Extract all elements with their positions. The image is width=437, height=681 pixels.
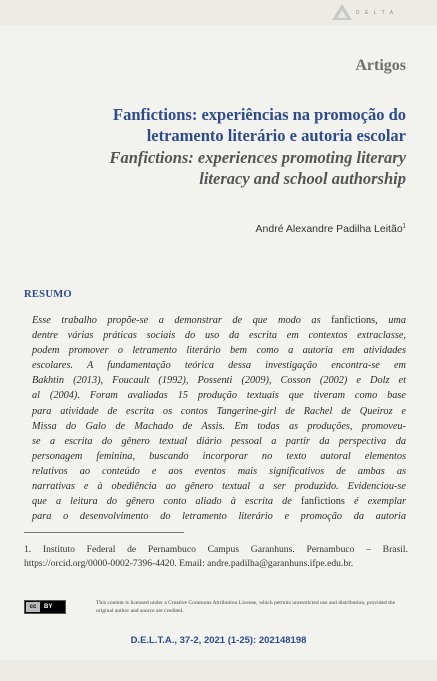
- abstract-line: narrativas e à obediência ao gênero textual a ser produzido. Evidenciou-se: [32, 481, 406, 493]
- abstract-line: se a escrita do gênero textual diário pessoal a partir da perspectiva da: [32, 435, 406, 447]
- cc-icon: cc: [26, 602, 40, 612]
- abstract-line: Missa do Galo de Machado de Assis. Em todas as produções, promoveu-: [32, 420, 406, 432]
- abstract-line: para atividade de escrita os contos Tangerine-girl de Rachel de Queiroz e: [32, 405, 406, 417]
- journal-reference: D.E.L.T.A., 37-2, 2021 (1-25): 202148198: [130, 635, 307, 646]
- logo-text: D E L T A: [356, 10, 396, 16]
- abstract-line: al (2004). Foram avaliadas 15 produção textuais que tiveram como base: [32, 390, 406, 402]
- title-en-line: literacy and school authorship: [199, 169, 406, 188]
- by-label: BY: [44, 604, 53, 610]
- license-text: This content is licensed under a Creative Commons Attribution License, which permits unrestricted use and distribution, provided the original author and source are credited.: [96, 600, 396, 614]
- delta-logo: [330, 2, 430, 24]
- article-title-en: [46, 147, 406, 189]
- abstract-line: para o desenvolvimento do letramento literário e promoção da autoria: [32, 511, 406, 523]
- abstract-line: escolares. A fundamentação teórica dessa investigação encontra-se em: [32, 360, 406, 372]
- author-footnote-mark[interactable]: 1: [402, 223, 406, 230]
- delta-triangle-icon: [330, 2, 354, 22]
- author-name: André Alexandre Padilha Leitão: [255, 223, 403, 235]
- abstract-line: relativos ao conteúdo e aos eventos mais significativos de ambas as: [32, 465, 406, 477]
- article-title-pt: [46, 104, 406, 146]
- title-pt-line: letramento literário e autoria escolar: [146, 126, 406, 145]
- term-fanfictions: fanfictions: [331, 315, 376, 326]
- abstract-line: dentre várias práticas sociais do uso da escrita em contextos extraclasse,: [32, 330, 406, 342]
- abstract-line: personagem feminina, buscando incorporar no texto autoral elementos: [32, 450, 406, 462]
- cc-by-license-badge[interactable]: [24, 600, 66, 614]
- title-pt-line: Fanfictions: experiências na promoção do: [112, 105, 406, 124]
- footnote: 1. Instituto Federal de Pernambuco Campus Garanhuns. Pernambuco – Brasil. https://orcid.org/0000-0002-7396-4420. Email: andre.padilha@garanhuns.ifpe.edu.br.: [24, 544, 408, 569]
- abstract-body: [32, 313, 406, 524]
- section-label: Artigos: [355, 57, 406, 74]
- footer-strip: [0, 660, 437, 681]
- title-en-line: Fanfictions: experiences promoting literary: [109, 148, 406, 167]
- author-line: [256, 223, 406, 235]
- abstract-heading: RESUMO: [24, 289, 72, 300]
- footnote-divider: [24, 532, 184, 533]
- abstract-line: Bakhtin (2013), Foucault (1992), Possenti (2009), Cosson (2002) e Dolz et: [32, 375, 406, 387]
- abstract-line: que a leitura do gênero conto aliado à escrita de fanfictions é exemplar: [32, 496, 407, 508]
- term-fanfictions: fanfictions: [300, 496, 345, 508]
- abstract-line: Esse trabalho propõe-se a demonstrar de que modo as fanfictions, uma: [32, 315, 407, 326]
- abstract-line: podem promover o letramento literário bem como a autoria em atividades: [32, 345, 406, 357]
